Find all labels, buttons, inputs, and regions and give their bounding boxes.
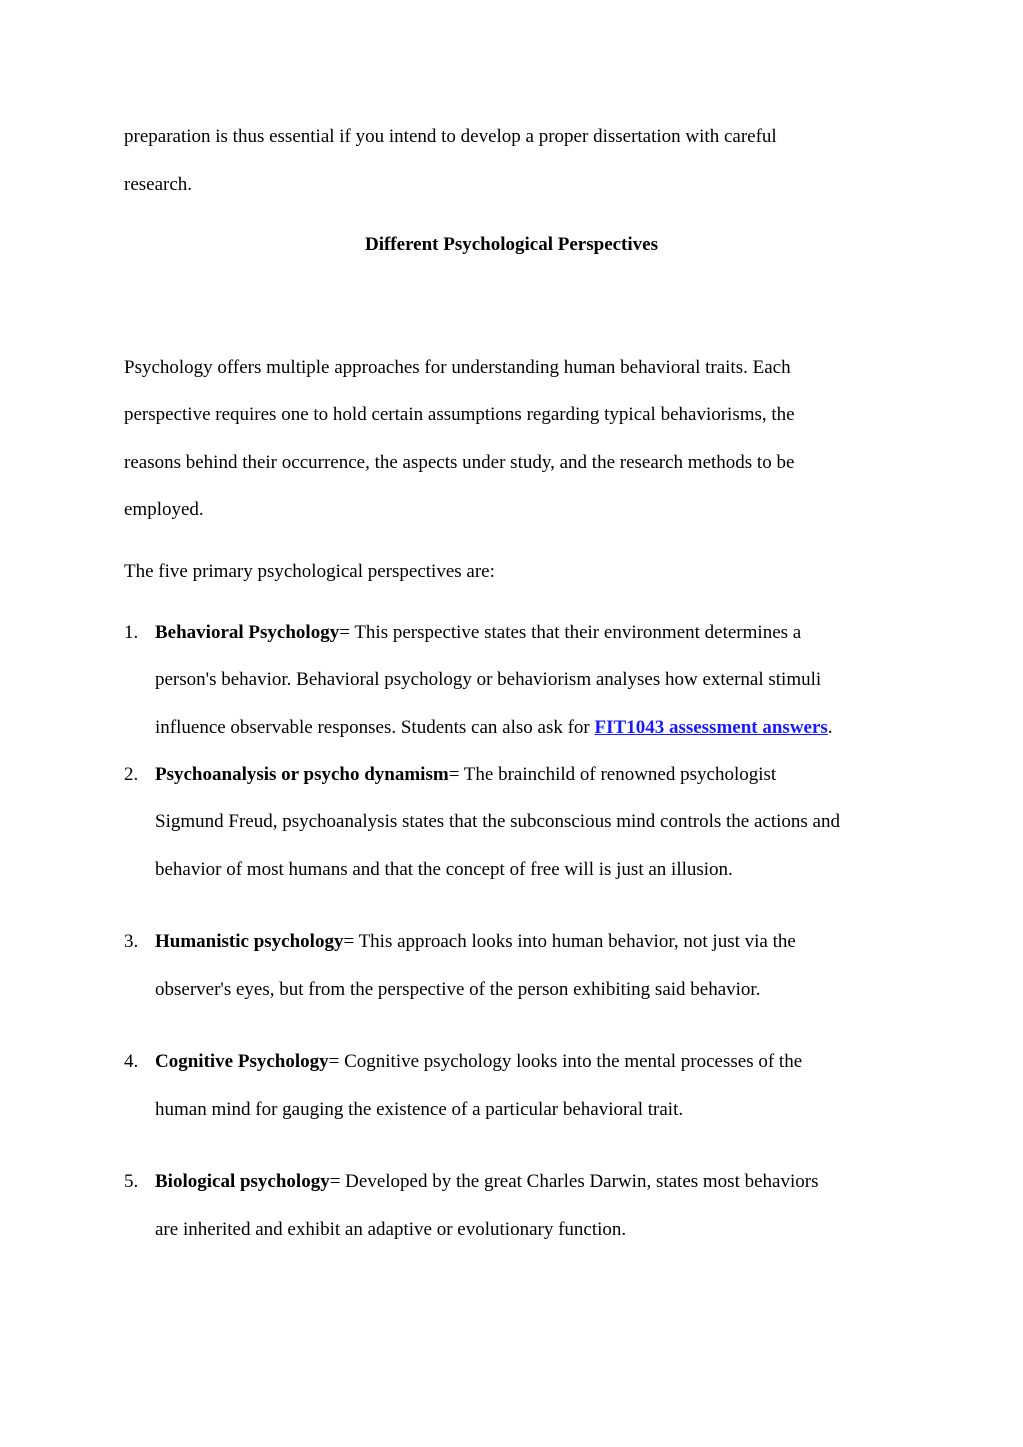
list-item-term: Psychoanalysis or psycho dynamism (155, 764, 449, 785)
list-item-line-1 (155, 1052, 802, 1071)
list-item-number: 3. (124, 931, 139, 952)
list-item-text: . (827, 717, 833, 738)
list-item-term: Humanistic psychology (155, 931, 344, 952)
list-item-line-2: observer's eyes, but from the perspective of the person exhibiting said behavior. (155, 979, 761, 1000)
paragraph-line-1: Psychology offers multiple approaches for understanding human behavioral traits. Each (124, 357, 791, 378)
intro-line-1: preparation is thus essential if you intend to develop a proper dissertation with careful (124, 126, 777, 147)
list-item-line-2: Sigmund Freud, psychoanalysis states that the subconscious mind controls the actions and (155, 811, 840, 832)
fit1043-assessment-link[interactable]: FIT1043 assessment answers (594, 717, 828, 738)
list-item-number: 1. (124, 622, 139, 643)
list-item-term: Cognitive Psychology (155, 1051, 329, 1072)
list-item-line-3: behavior of most humans and that the concept of free will is just an illusion. (155, 859, 733, 880)
section-heading: Different Psychological Perspectives (364, 234, 658, 255)
list-item-text: = The brainchild of renowned psychologist (448, 764, 777, 785)
list-item-line-3 (155, 718, 833, 737)
list-item-text: = Cognitive psychology looks into the mental processes of the (328, 1051, 803, 1072)
list-item-line-1 (155, 1172, 818, 1191)
list-item-text: = This perspective states that their environment determines a (339, 622, 802, 643)
list-item-line-1 (155, 765, 776, 784)
paragraph-line-4: employed. (124, 499, 204, 520)
list-item-line-1 (155, 623, 801, 642)
paragraph-line-3: reasons behind their occurrence, the aspects under study, and the research methods to be (124, 452, 795, 473)
list-item-line-2: human mind for gauging the existence of a particular behavioral trait. (155, 1099, 684, 1120)
list-item-text: = Developed by the great Charles Darwin, states most behaviors (329, 1171, 819, 1192)
list-item-text: influence observable responses. Students can also ask for (155, 717, 595, 738)
list-intro: The five primary psychological perspectives are: (124, 561, 495, 582)
list-item-term: Biological psychology (155, 1171, 330, 1192)
list-item-term: Behavioral Psychology (155, 622, 340, 643)
list-item-line-2: are inherited and exhibit an adaptive or evolutionary function. (155, 1219, 627, 1240)
list-item-number: 4. (124, 1051, 139, 1072)
list-item-text: = This approach looks into human behavior, not just via the (343, 931, 796, 952)
paragraph-line-2: perspective requires one to hold certain assumptions regarding typical behaviorisms, the (124, 404, 795, 425)
list-item-line-2: person's behavior. Behavioral psychology or behaviorism analyses how external stimuli (155, 669, 822, 690)
list-item-line-1 (155, 932, 796, 951)
intro-line-2: research. (124, 174, 193, 195)
list-item-number: 5. (124, 1171, 139, 1192)
list-item-number: 2. (124, 764, 139, 785)
